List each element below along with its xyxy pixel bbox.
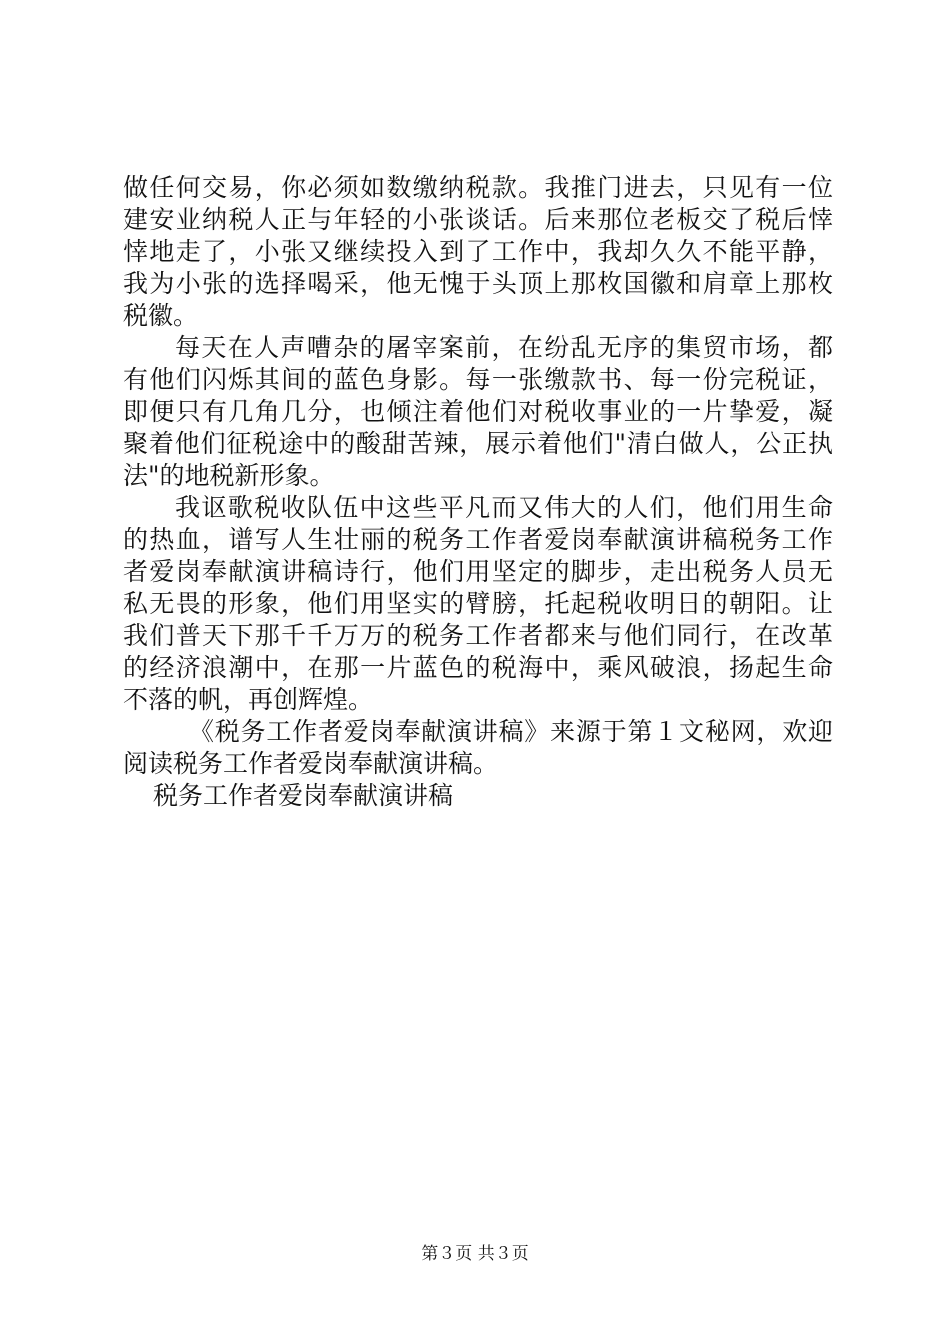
text-line: 的经济浪潮中，在那一片蓝色的税海中，乘风破浪，扬起生命 — [123, 653, 833, 682]
text-line: 每天在人声嘈杂的屠宰案前，在纷乱无序的集贸市场，都 — [175, 333, 833, 362]
text-line: 建安业纳税人正与年轻的小张谈话。后来那位老板交了税后悻 — [123, 205, 833, 234]
text-line: 悻地走了，小张又继续投入到了工作中，我却久久不能平静， — [123, 237, 833, 266]
text-line: 有他们闪烁其间的蓝色身影。每一张缴款书、每一份完税证， — [123, 365, 833, 394]
text-line: 做任何交易，你必须如数缴纳税款。我推门进去，只见有一位 — [123, 173, 833, 202]
paragraph — [123, 172, 833, 332]
text-line: 聚着他们征税途中的酸甜苦辣，展示着他们"清白做人，公正执 — [123, 429, 833, 458]
text-line: 税徽。 — [123, 301, 199, 330]
text-line: 《税务工作者爱岗奉献演讲稿》来源于第１文秘网，欢迎 — [189, 717, 833, 746]
text-line: 法"的地税新形象。 — [123, 461, 335, 490]
text-line: 不落的帆，再创辉煌。 — [123, 685, 374, 714]
document-body — [123, 172, 833, 812]
text-line: 者爱岗奉献演讲稿诗行，他们用坚定的脚步，走出税务人员无 — [123, 557, 833, 586]
text-line: 我们普天下那千千万万的税务工作者都来与他们同行，在改革 — [123, 621, 833, 650]
source-note — [123, 716, 833, 780]
text-line: 我为小张的选择喝采，他无愧于头顶上那枚国徽和肩章上那枚 — [123, 269, 833, 298]
text-line: 税务工作者爱岗奉献演讲稿 — [153, 781, 454, 810]
paragraph — [123, 332, 833, 492]
text-line: 私无畏的形象，他们用坚实的臂膀，托起税收明日的朝阳。让 — [123, 589, 833, 618]
text-line: 我讴歌税收队伍中这些平凡而又伟大的人们，他们用生命 — [175, 493, 833, 522]
page-number-footer: 第３页 共３页 — [421, 1244, 529, 1264]
text-line: 阅读税务工作者爱岗奉献演讲稿。 — [123, 749, 499, 778]
trailing-title — [123, 780, 833, 812]
text-line: 即便只有几角几分，也倾注着他们对税收事业的一片挚爱，凝 — [123, 397, 833, 426]
paragraph — [123, 492, 833, 716]
text-line: 的热血，谱写人生壮丽的税务工作者爱岗奉献演讲稿税务工作 — [123, 525, 833, 554]
